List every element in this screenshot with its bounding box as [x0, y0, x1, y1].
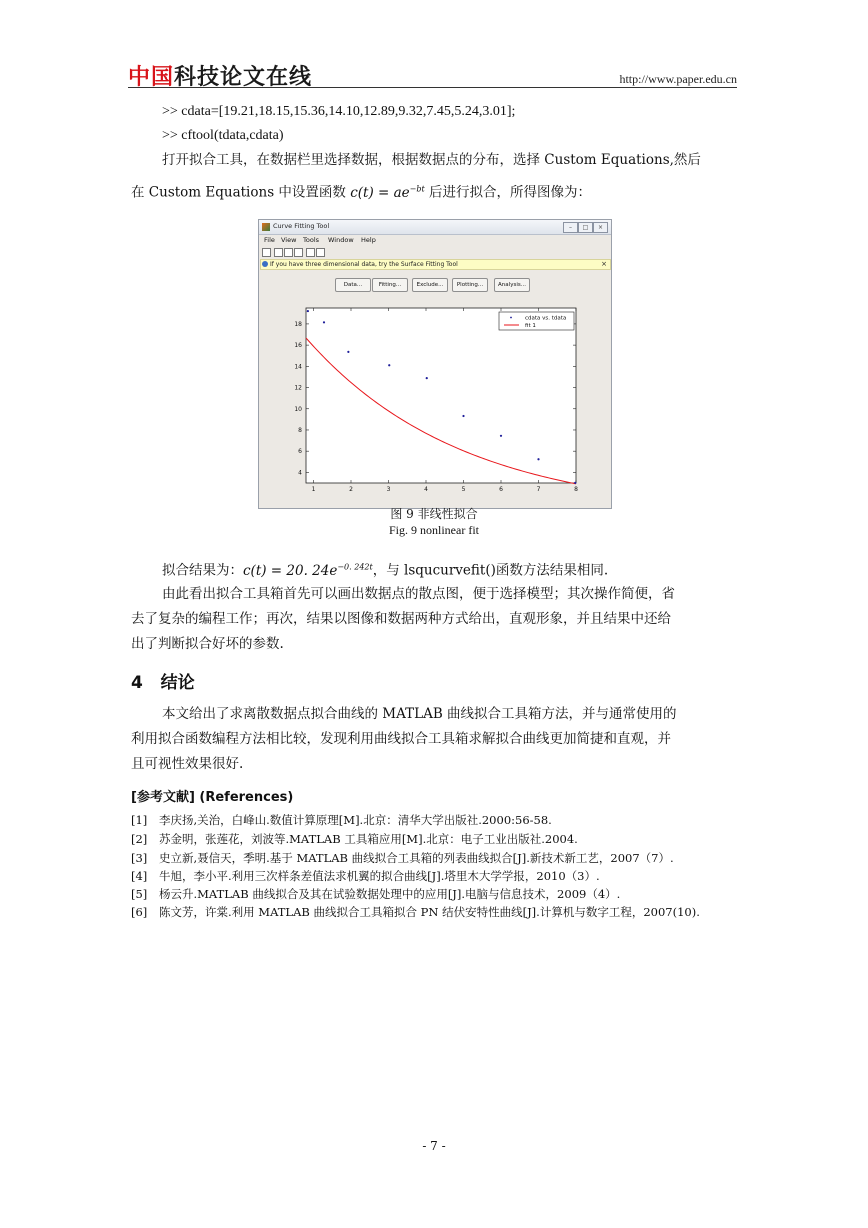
equation-result-exponent: −0. 242t	[337, 562, 373, 571]
references-heading: [参考文献] (References)	[131, 790, 294, 805]
exclude-button[interactable]: Exclude...	[412, 278, 448, 292]
reference-number: [1]	[131, 813, 148, 827]
para3-line1: 本文给出了求离散数据点拟合曲线的 MATLAB 曲线拟合工具箱方法，并与通常使用的	[162, 706, 677, 722]
para3-line3: 且可视性效果很好.	[131, 756, 244, 772]
reference-number: [5]	[131, 887, 148, 901]
result-prefix: 拟合结果为：	[162, 562, 243, 579]
section-heading	[131, 668, 195, 693]
data-point	[388, 364, 390, 366]
logo-dark-text: 科技论文在线	[174, 65, 313, 90]
y-tick-label: 14	[294, 363, 302, 371]
y-tick-label: 8	[298, 426, 302, 434]
header-url[interactable]: http://www.paper.edu.cn	[619, 72, 737, 86]
window-title: Curve Fitting Tool	[273, 222, 330, 230]
section-number: 4	[131, 673, 143, 693]
data-point	[537, 458, 539, 460]
y-tick-label: 12	[294, 384, 302, 392]
para1-line2	[131, 177, 591, 205]
x-tick-label: 6	[499, 486, 503, 493]
para1-line1: 打开拟合工具，在数据栏里选择数据，根据数据点的分布，选择 Custom Equations,然后	[162, 152, 701, 168]
equation-result	[243, 563, 373, 579]
reference-number: [2]	[131, 832, 148, 846]
reference-item	[131, 850, 751, 867]
x-tick-label: 3	[386, 486, 391, 493]
figure-caption-cn: 图 9 非线性拟合	[390, 507, 478, 521]
legend-point-marker	[510, 317, 512, 319]
reference-text: 陈文芳，许棠.利用 MATLAB 曲线拟合工具箱拟合 PN 结伏安特性曲线[J].计算机与数字工程，2007(10).	[159, 905, 700, 919]
reference-number: [4]	[131, 869, 148, 883]
para1-line2-a: 在 Custom Equations 中设置函数	[131, 184, 346, 201]
header-rule	[128, 87, 737, 88]
info-text: If you have three dimensional data, try the Surface Fitting Tool	[270, 261, 458, 268]
data-point	[323, 321, 325, 323]
menu-help[interactable]: Help	[361, 236, 376, 244]
reference-text: 杨云升.MATLAB 曲线拟合及其在试验数据处理中的应用[J].电脑与信息技术，2009（4）.	[159, 887, 621, 901]
x-tick-label: 4	[424, 486, 428, 493]
data-point	[426, 377, 428, 379]
code-line-cftool: >> cftool(tdata,cdata)	[162, 128, 284, 143]
equation-model-text: c(t) = ae	[350, 184, 410, 201]
reference-item	[131, 812, 751, 829]
logo-red-text: 中国	[128, 65, 175, 90]
section-title: 结论	[160, 673, 195, 693]
plot-axes-box	[306, 308, 576, 483]
analysis-button[interactable]: Analysis...	[494, 278, 530, 292]
menu-file[interactable]: File	[264, 236, 275, 244]
y-tick-label: 16	[294, 342, 302, 350]
result-line	[162, 555, 608, 583]
equation-model	[350, 185, 425, 201]
x-tick-label: 5	[461, 486, 466, 493]
result-suffix: ，与 lsqucurvefit()函数方法结果相同.	[372, 562, 609, 579]
x-tick-label: 1	[311, 486, 316, 493]
legend-label-data: cdata vs. tdata	[525, 315, 567, 322]
fitting-button[interactable]: Fitting...	[372, 278, 408, 292]
legend-label-fit: fit 1	[525, 323, 536, 329]
code-line-cdata: >> cdata=[19.21,18.15,15.36,14.10,12.89,9.32,7.45,5.24,3.01];	[162, 104, 516, 119]
maximize-icon[interactable]: □	[578, 222, 593, 233]
curve-fitting-tool-window	[258, 219, 612, 509]
data-button[interactable]: Data...	[335, 278, 371, 292]
x-tick-label: 2	[349, 486, 353, 493]
figure-caption-en: Fig. 9 nonlinear fit	[389, 523, 479, 537]
reference-text: 牛旭，李小平.利用三次样条差值法求机翼的拟合曲线[J].塔里木大学学报，2010（3）.	[159, 869, 600, 883]
y-tick-label: 10	[294, 405, 302, 413]
plotting-button[interactable]: Plotting...	[452, 278, 488, 292]
data-point	[574, 482, 576, 484]
menu-window[interactable]: Window	[328, 236, 354, 244]
close-icon[interactable]: ×	[593, 222, 608, 233]
y-tick-label: 4	[298, 469, 302, 477]
reference-item	[131, 886, 751, 903]
reference-item	[131, 868, 751, 885]
equation-result-text: c(t) = 20. 24e	[243, 562, 338, 579]
para2-line3: 出了判断拟合好坏的参数.	[131, 636, 284, 652]
reference-text: 李庆扬,关治，白峰山.数值计算原理[M].北京：清华大学出版社.2000:56-58.	[159, 813, 552, 827]
page-number: - 7 -	[422, 1139, 446, 1153]
para3-line2: 利用拟合函数编程方法相比较，发现利用曲线拟合工具箱求解拟合曲线更加简捷和直观，并	[131, 731, 671, 747]
data-point	[347, 351, 349, 353]
reference-text: 史立新,聂信天，季明.基于 MATLAB 曲线拟合工具箱的列表曲线拟合[J].新技术新工艺，2007（7）.	[159, 851, 674, 865]
x-tick-label: 7	[536, 486, 541, 493]
y-tick-label: 6	[298, 448, 302, 456]
data-point	[307, 310, 309, 312]
para2-line2: 去了复杂的编程工作；再次，结果以图像和数据两种方式给出，直观形象，并且结果中还给	[131, 611, 671, 627]
menu-view[interactable]: View	[281, 236, 297, 244]
data-point	[500, 435, 502, 437]
fit-plot	[259, 220, 611, 508]
y-tick-label: 18	[294, 320, 302, 328]
equation-model-exponent: −bt	[409, 184, 425, 193]
data-point	[462, 415, 464, 417]
reference-number: [3]	[131, 851, 148, 865]
info-close-icon[interactable]: ×	[601, 260, 607, 268]
reference-item	[131, 904, 751, 921]
x-tick-label: 8	[574, 486, 578, 493]
reference-number: [6]	[131, 905, 148, 919]
reference-item	[131, 831, 751, 848]
menu-tools[interactable]: Tools	[303, 236, 320, 244]
minimize-icon[interactable]: –	[563, 222, 578, 233]
para1-line2-b: 后进行拟合，所得图像为：	[429, 184, 592, 201]
reference-text: 苏金明，张莲花，刘波等.MATLAB 工具箱应用[M].北京：电子工业出版社.2004.	[159, 832, 578, 846]
para2-line1: 由此看出拟合工具箱首先可以画出数据点的散点图，便于选择模型；其次操作简便，省	[162, 586, 675, 602]
